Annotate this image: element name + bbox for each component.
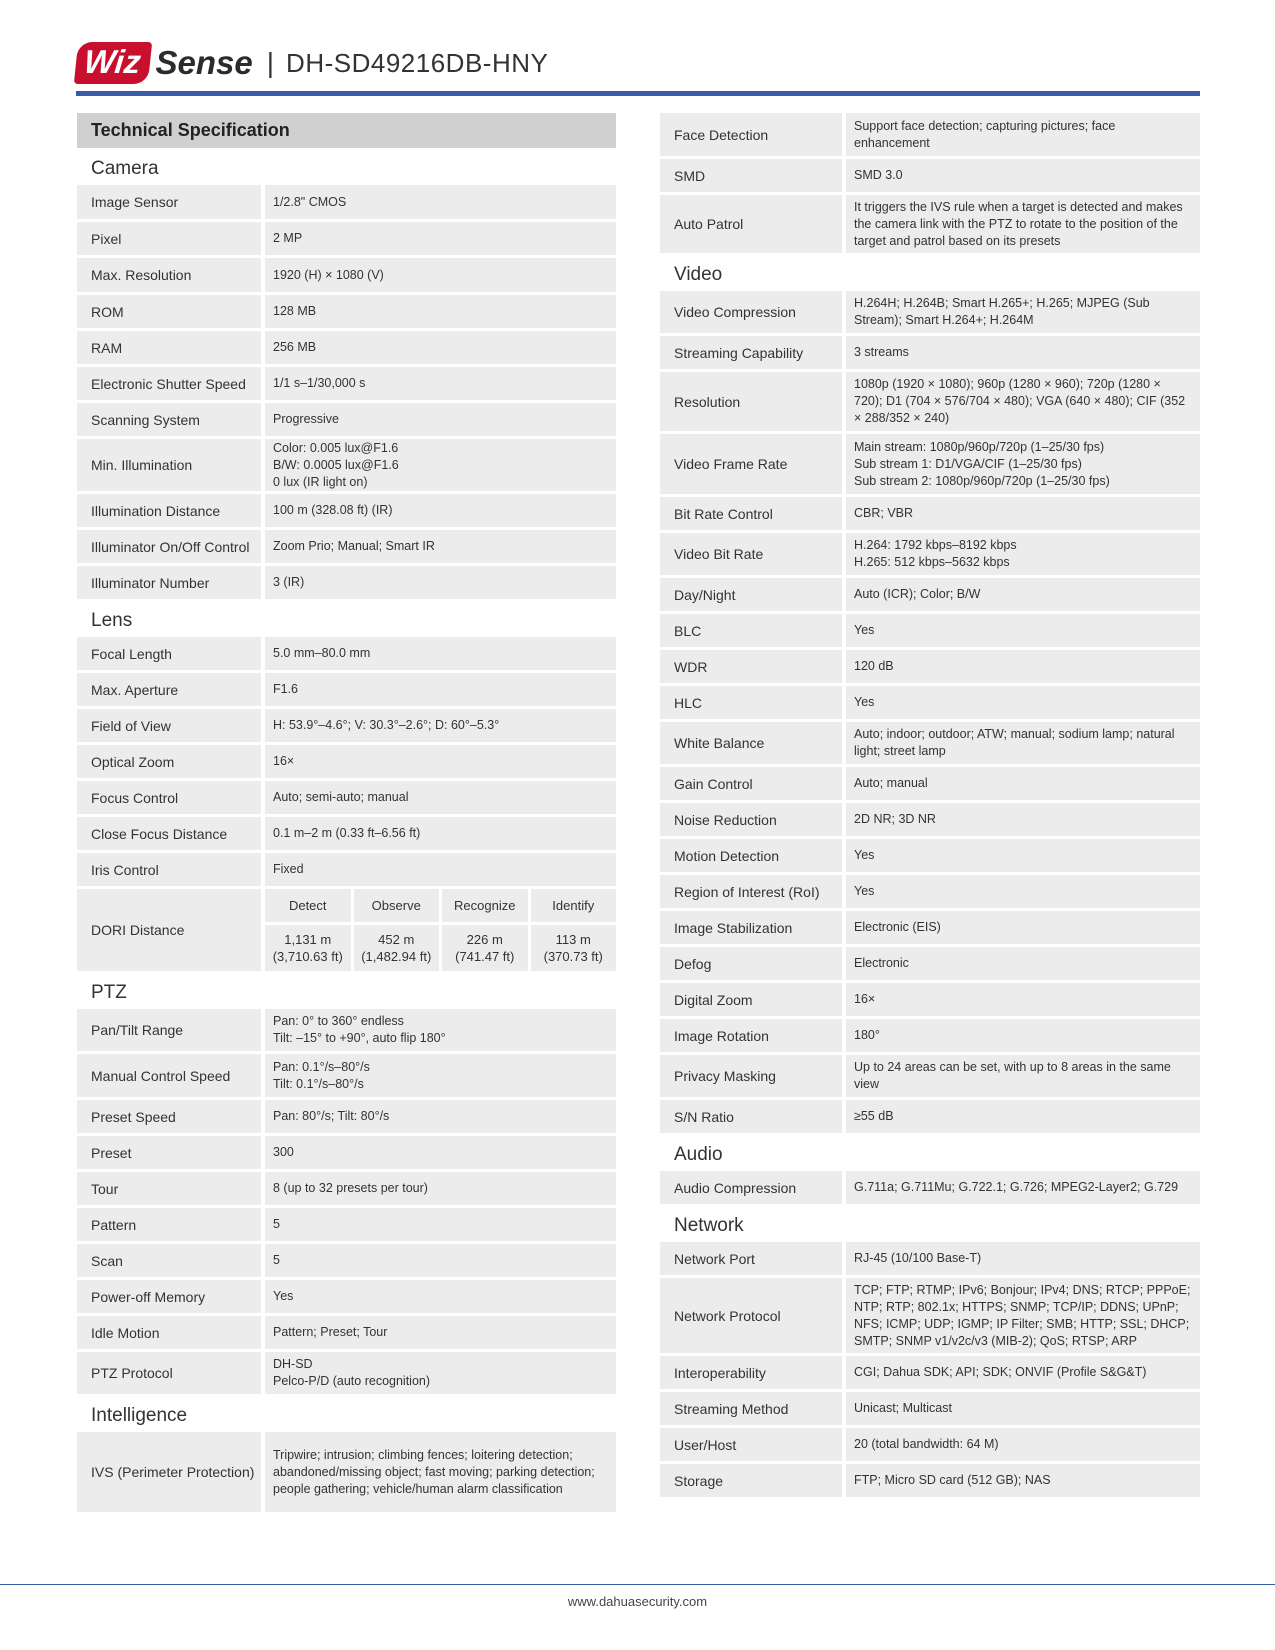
- logo-wiz-text: Wiz: [74, 42, 152, 84]
- spec-label: SMD: [660, 159, 842, 192]
- spec-row: [77, 222, 616, 255]
- spec-label: Pattern: [77, 1208, 261, 1241]
- spec-value: 2D NR; 3D NR: [846, 803, 1200, 836]
- spec-label: Image Rotation: [660, 1019, 842, 1052]
- spec-row: [77, 258, 616, 292]
- spec-label: User/Host: [660, 1428, 842, 1461]
- spec-row: [77, 853, 616, 886]
- spec-value: CBR; VBR: [846, 497, 1200, 530]
- spec-row: [660, 1171, 1200, 1204]
- spec-value: Fixed: [265, 853, 616, 886]
- spec-row: [77, 1208, 616, 1241]
- spec-value: 0.1 m–2 m (0.33 ft–6.56 ft): [265, 817, 616, 850]
- spec-label: Min. Illumination: [77, 439, 261, 491]
- spec-label: Image Sensor: [77, 185, 261, 219]
- section-lens: Lens: [91, 610, 133, 631]
- dori-value-observe: 452 m (1,482.94 ft): [354, 925, 440, 971]
- spec-row: [660, 578, 1200, 611]
- spec-label: Preset: [77, 1136, 261, 1169]
- spec-row: [660, 911, 1200, 944]
- dori-header-observe: Observe: [354, 889, 440, 922]
- spec-label: S/N Ratio: [660, 1100, 842, 1133]
- spec-value: Electronic: [846, 947, 1200, 980]
- dori-grid: [265, 889, 616, 971]
- spec-label: Scanning System: [77, 403, 261, 436]
- spec-label: Pan/Tilt Range: [77, 1009, 261, 1051]
- spec-row: [77, 1432, 616, 1512]
- spec-row: [660, 983, 1200, 1016]
- dori-header-recognize: Recognize: [442, 889, 528, 922]
- spec-label: Image Stabilization: [660, 911, 842, 944]
- spec-row: [660, 113, 1200, 156]
- spec-label: Preset Speed: [77, 1100, 261, 1133]
- spec-row: [660, 497, 1200, 530]
- spec-value: FTP; Micro SD card (512 GB); NAS: [846, 1464, 1200, 1497]
- spec-label: Network Protocol: [660, 1278, 842, 1353]
- section-camera: Camera: [91, 158, 159, 179]
- intelligence-rows: [77, 1432, 616, 1512]
- ptz-rows: [77, 1009, 616, 1394]
- spec-row: [660, 1278, 1200, 1353]
- spec-value: TCP; FTP; RTMP; IPv6; Bonjour; IPv4; DNS; RTCP; PPPoE; NTP; RTP; 802.1x; HTTPS; SNMP; TCP/IP; DDNS; UPnP; NFS; ICMP; UDP; IGMP; IP Filter; SMB; HTTP; SSL; DHCP; SMTP; SNMP v1/v2c/v3 (MIB-2); QoS; RTSP; ARP: [846, 1278, 1200, 1353]
- spec-label: WDR: [660, 650, 842, 683]
- footer-url[interactable]: www.dahuasecurity.com: [567, 1594, 708, 1609]
- spec-label: RAM: [77, 331, 261, 364]
- spec-value: 120 dB: [846, 650, 1200, 683]
- network-rows: [660, 1242, 1200, 1497]
- spec-label: Privacy Masking: [660, 1055, 842, 1097]
- spec-row: [660, 947, 1200, 980]
- spec-value: 128 MB: [265, 295, 616, 328]
- spec-row: [77, 817, 616, 850]
- spec-label: White Balance: [660, 722, 842, 764]
- spec-label: Streaming Capability: [660, 336, 842, 369]
- spec-row: [660, 336, 1200, 369]
- spec-label: Tour: [77, 1172, 261, 1205]
- spec-label: Resolution: [660, 372, 842, 431]
- spec-value: Yes: [846, 875, 1200, 908]
- spec-row: [660, 650, 1200, 683]
- spec-row: [77, 745, 616, 778]
- spec-label: Illuminator On/Off Control: [77, 530, 261, 563]
- spec-value: Pan: 0.1°/s–80°/s Tilt: 0.1°/s–80°/s: [265, 1054, 616, 1097]
- header: [76, 38, 548, 88]
- spec-label: Gain Control: [660, 767, 842, 800]
- spec-value: 8 (up to 32 presets per tour): [265, 1172, 616, 1205]
- spec-row: [660, 722, 1200, 764]
- spec-label: Iris Control: [77, 853, 261, 886]
- spec-value: 16×: [265, 745, 616, 778]
- spec-row: [660, 839, 1200, 872]
- spec-value: SMD 3.0: [846, 159, 1200, 192]
- spec-row: [77, 781, 616, 814]
- spec-label: Optical Zoom: [77, 745, 261, 778]
- spec-value: Unicast; Multicast: [846, 1392, 1200, 1425]
- spec-value: 16×: [846, 983, 1200, 1016]
- spec-value: Auto; indoor; outdoor; ATW; manual; sodium lamp; natural light; street lamp: [846, 722, 1200, 764]
- spec-title: Technical Specification: [77, 113, 616, 148]
- spec-value: 1080p (1920 × 1080); 960p (1280 × 960); 720p (1280 × 720); D1 (704 × 576/704 × 480); VGA (640 × 480); CIF (352 × 288/352 × 240): [846, 372, 1200, 431]
- right-column: [660, 113, 1200, 1500]
- spec-row: [77, 185, 616, 219]
- spec-label: Defog: [660, 947, 842, 980]
- spec-row: [660, 1464, 1200, 1497]
- spec-label: HLC: [660, 686, 842, 719]
- spec-row: [660, 1242, 1200, 1275]
- spec-value: Main stream: 1080p/960p/720p (1–25/30 fps) Sub stream 1: D1/VGA/CIF (1–25/30 fps) Sub stream 2: 1080p/960p/720p (1–25/30 fps): [846, 434, 1200, 494]
- logo-sense-text: Sense: [155, 44, 253, 81]
- audio-rows: [660, 1171, 1200, 1204]
- header-rule: [76, 91, 1200, 96]
- spec-row: [660, 1100, 1200, 1133]
- spec-row: [660, 1019, 1200, 1052]
- spec-row: [77, 566, 616, 599]
- spec-row: [77, 1100, 616, 1133]
- spec-label: Digital Zoom: [660, 983, 842, 1016]
- spec-value: Auto; semi-auto; manual: [265, 781, 616, 814]
- spec-label: Auto Patrol: [660, 195, 842, 253]
- dori-value-identify: 113 m (370.73 ft): [531, 925, 617, 971]
- spec-label: ROM: [77, 295, 261, 328]
- spec-label: Electronic Shutter Speed: [77, 367, 261, 400]
- spec-label: Power-off Memory: [77, 1280, 261, 1313]
- dori-value-detect: 1,131 m (3,710.63 ft): [265, 925, 351, 971]
- spec-value: Electronic (EIS): [846, 911, 1200, 944]
- spec-value: 1920 (H) × 1080 (V): [265, 258, 616, 292]
- spec-label: Idle Motion: [77, 1316, 261, 1349]
- spec-row: [660, 1428, 1200, 1461]
- spec-label: IVS (Perimeter Protection): [77, 1432, 261, 1512]
- lens-rows: [77, 637, 616, 886]
- intelligence-rows-continued: [660, 113, 1200, 253]
- spec-row: [77, 1009, 616, 1051]
- spec-row: [77, 1244, 616, 1277]
- spec-row: [660, 803, 1200, 836]
- spec-value: 20 (total bandwidth: 64 M): [846, 1428, 1200, 1461]
- spec-value: H.264: 1792 kbps–8192 kbps H.265: 512 kbps–5632 kbps: [846, 533, 1200, 575]
- spec-row: [77, 494, 616, 527]
- spec-value: Progressive: [265, 403, 616, 436]
- spec-label: Day/Night: [660, 578, 842, 611]
- video-rows: [660, 291, 1200, 1133]
- section-audio: Audio: [674, 1144, 723, 1165]
- spec-value: RJ-45 (10/100 Base-T): [846, 1242, 1200, 1275]
- spec-value: Yes: [846, 686, 1200, 719]
- spec-value: Pan: 80°/s; Tilt: 80°/s: [265, 1100, 616, 1133]
- spec-label: Region of Interest (RoI): [660, 875, 842, 908]
- spec-row: [77, 1054, 616, 1097]
- spec-value: ≥55 dB: [846, 1100, 1200, 1133]
- spec-value: Support face detection; capturing pictures; face enhancement: [846, 113, 1200, 156]
- spec-value: 5: [265, 1208, 616, 1241]
- spec-label: Face Detection: [660, 113, 842, 156]
- spec-label: PTZ Protocol: [77, 1352, 261, 1394]
- spec-value: 100 m (328.08 ft) (IR): [265, 494, 616, 527]
- spec-value: Pattern; Preset; Tour: [265, 1316, 616, 1349]
- spec-value: Yes: [846, 839, 1200, 872]
- spec-row: [77, 367, 616, 400]
- spec-row: [660, 372, 1200, 431]
- spec-row: [660, 195, 1200, 253]
- spec-row: [77, 1352, 616, 1394]
- spec-row: [77, 331, 616, 364]
- spec-row: [660, 767, 1200, 800]
- spec-value: H.264H; H.264B; Smart H.265+; H.265; MJPEG (Sub Stream); Smart H.264+; H.264M: [846, 291, 1200, 333]
- spec-label: Video Frame Rate: [660, 434, 842, 494]
- spec-value: 1/1 s–1/30,000 s: [265, 367, 616, 400]
- spec-label: Focal Length: [77, 637, 261, 670]
- spec-value: 5.0 mm–80.0 mm: [265, 637, 616, 670]
- spec-value: 5: [265, 1244, 616, 1277]
- spec-row: [660, 1055, 1200, 1097]
- spec-label: Scan: [77, 1244, 261, 1277]
- left-column: [77, 113, 616, 1515]
- spec-label: Max. Aperture: [77, 673, 261, 706]
- spec-label: DORI Distance: [77, 889, 261, 971]
- wizsense-logo: [76, 41, 253, 85]
- spec-label: Interoperability: [660, 1356, 842, 1389]
- spec-value: 256 MB: [265, 331, 616, 364]
- spec-value: Color: 0.005 lux@F1.6 B/W: 0.0005 lux@F1.6 0 lux (IR light on): [265, 439, 616, 491]
- section-video: Video: [674, 264, 723, 285]
- spec-value: Tripwire; intrusion; climbing fences; loitering detection; abandoned/missing object; fast moving; parking detection; people gathering; vehicle/human alarm classification: [265, 1432, 616, 1512]
- spec-row: [77, 1172, 616, 1205]
- spec-value: Auto; manual: [846, 767, 1200, 800]
- spec-row: [660, 291, 1200, 333]
- spec-label: Field of View: [77, 709, 261, 742]
- spec-row: [660, 533, 1200, 575]
- spec-value: Up to 24 areas can be set, with up to 8 areas in the same view: [846, 1055, 1200, 1097]
- section-network: Network: [674, 1215, 744, 1236]
- dori-value-recognize: 226 m (741.47 ft): [442, 925, 528, 971]
- spec-label: Storage: [660, 1464, 842, 1497]
- spec-row: [77, 709, 616, 742]
- spec-label: Video Compression: [660, 291, 842, 333]
- spec-label: Max. Resolution: [77, 258, 261, 292]
- spec-value: F1.6: [265, 673, 616, 706]
- spec-value: 3 streams: [846, 336, 1200, 369]
- model-number: DH-SD49216DB-HNY: [286, 47, 549, 78]
- spec-value: 3 (IR): [265, 566, 616, 599]
- spec-value: Pan: 0° to 360° endless Tilt: –15° to +90°, auto flip 180°: [265, 1009, 616, 1051]
- spec-row: [77, 637, 616, 670]
- spec-value: Auto (ICR); Color; B/W: [846, 578, 1200, 611]
- spec-row: [660, 434, 1200, 494]
- spec-label: Pixel: [77, 222, 261, 255]
- section-ptz: PTZ: [91, 982, 127, 1003]
- dori-header-detect: Detect: [265, 889, 351, 922]
- spec-value: G.711a; G.711Mu; G.722.1; G.726; MPEG2-Layer2; G.729: [846, 1171, 1200, 1204]
- spec-row-dori: [77, 889, 616, 971]
- spec-row: [77, 1280, 616, 1313]
- spec-row: [660, 1356, 1200, 1389]
- spec-row: [77, 1316, 616, 1349]
- spec-row: [77, 439, 616, 491]
- spec-label: Streaming Method: [660, 1392, 842, 1425]
- spec-row: [660, 1392, 1200, 1425]
- spec-value: 180°: [846, 1019, 1200, 1052]
- spec-label: Illumination Distance: [77, 494, 261, 527]
- spec-value: 300: [265, 1136, 616, 1169]
- spec-row: [77, 673, 616, 706]
- spec-label: Noise Reduction: [660, 803, 842, 836]
- spec-value: Yes: [265, 1280, 616, 1313]
- spec-label: Manual Control Speed: [77, 1054, 261, 1097]
- footer-rule: [0, 1584, 1275, 1585]
- spec-label: Motion Detection: [660, 839, 842, 872]
- spec-row: [77, 295, 616, 328]
- spec-value: 2 MP: [265, 222, 616, 255]
- spec-row: [660, 686, 1200, 719]
- spec-row: [77, 1136, 616, 1169]
- spec-label: Audio Compression: [660, 1171, 842, 1204]
- spec-row: [77, 403, 616, 436]
- spec-label: Network Port: [660, 1242, 842, 1275]
- spec-row: [660, 159, 1200, 192]
- spec-value: Zoom Prio; Manual; Smart IR: [265, 530, 616, 563]
- spec-value: DH-SD Pelco-P/D (auto recognition): [265, 1352, 616, 1394]
- spec-label: Bit Rate Control: [660, 497, 842, 530]
- spec-label: Close Focus Distance: [77, 817, 261, 850]
- spec-row: [660, 875, 1200, 908]
- spec-row: [660, 614, 1200, 647]
- dori-header-identify: Identify: [531, 889, 617, 922]
- spec-value: H: 53.9°–4.6°; V: 30.3°–2.6°; D: 60°–5.3°: [265, 709, 616, 742]
- spec-row: [77, 530, 616, 563]
- spec-label: Illuminator Number: [77, 566, 261, 599]
- section-intelligence: Intelligence: [91, 1405, 188, 1426]
- spec-label: Video Bit Rate: [660, 533, 842, 575]
- spec-value: Yes: [846, 614, 1200, 647]
- spec-label: BLC: [660, 614, 842, 647]
- spec-value: 1/2.8" CMOS: [265, 185, 616, 219]
- spec-value: It triggers the IVS rule when a target is detected and makes the camera link with the PTZ to rotate to the position of the target and patrol based on its presets: [846, 195, 1200, 253]
- camera-rows: [77, 185, 616, 599]
- header-separator: |: [266, 47, 275, 78]
- spec-label: Focus Control: [77, 781, 261, 814]
- spec-value: CGI; Dahua SDK; API; SDK; ONVIF (Profile S&G&T): [846, 1356, 1200, 1389]
